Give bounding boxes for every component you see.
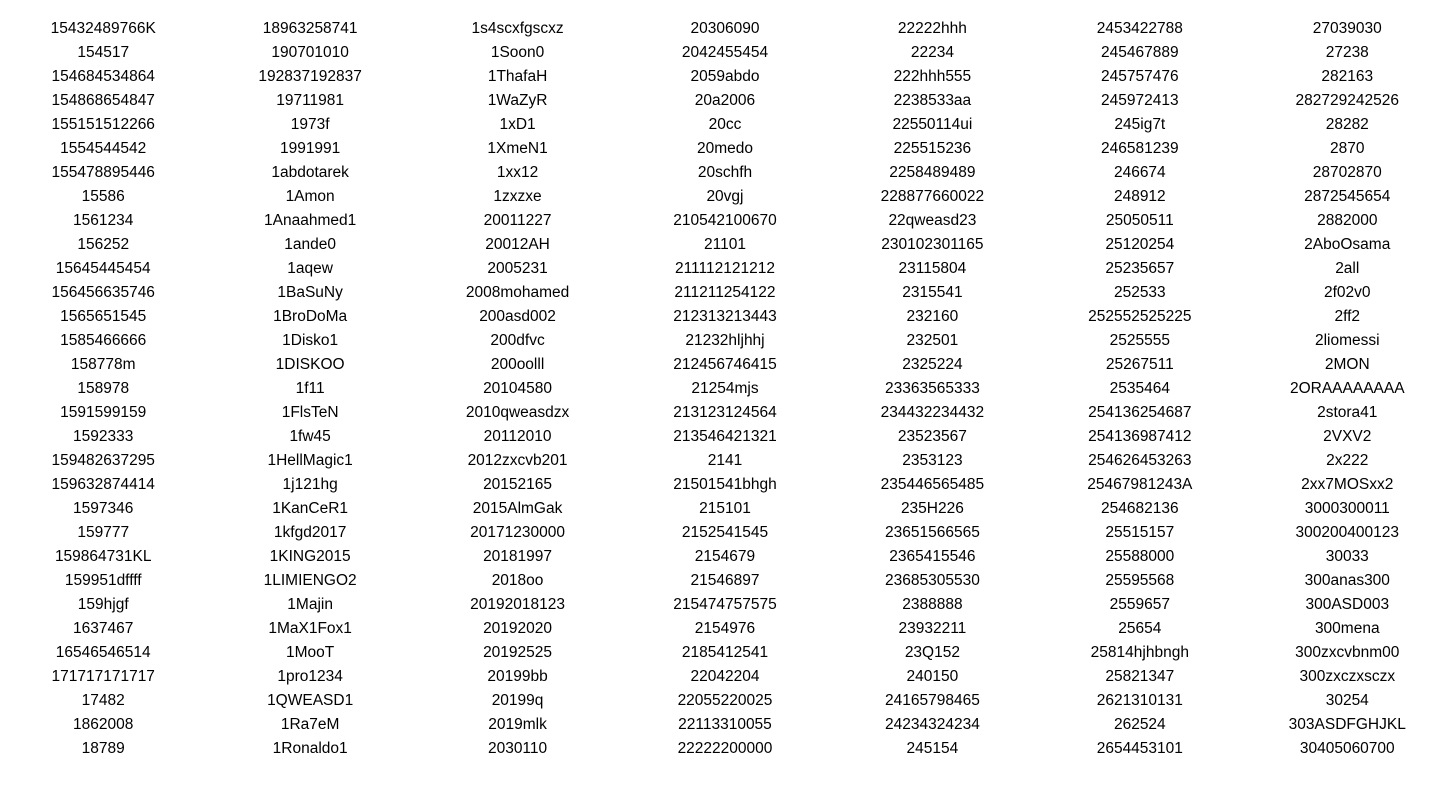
table-cell[interactable]: 246581239 (1101, 140, 1179, 157)
table-cell[interactable]: 23685305530 (884, 572, 980, 589)
table-cell[interactable]: 2liomessi (1314, 332, 1380, 349)
table-cell[interactable]: 30254 (1325, 692, 1369, 709)
table-cell[interactable]: 23115804 (898, 260, 967, 277)
table-cell[interactable]: 282163 (1321, 68, 1374, 85)
table-cell[interactable]: 1561234 (73, 212, 134, 229)
table-cell[interactable]: 300zxczxsczx (1299, 668, 1396, 685)
table-cell[interactable]: 25120254 (1105, 236, 1175, 253)
table-cell[interactable]: 158778m (70, 356, 136, 373)
table-cell[interactable]: 159482637295 (51, 452, 155, 469)
table-row (0, 617, 1451, 641)
table-row (0, 449, 1451, 473)
table-cell[interactable]: 3000300011 (1304, 500, 1390, 517)
table-cell[interactable]: 23523567 (897, 428, 967, 445)
table-cell[interactable]: 22550114ui (892, 116, 973, 133)
table-cell[interactable]: 1Ra7eM (280, 716, 340, 733)
table-cell[interactable]: 2015AlmGak (472, 500, 563, 517)
table-row (0, 425, 1451, 449)
table-cell[interactable]: 1pro1234 (277, 668, 343, 685)
table-cell[interactable]: 1Amon (285, 188, 335, 205)
table-cell[interactable]: 215474757575 (673, 596, 777, 613)
table-cell[interactable]: 156252 (77, 236, 130, 253)
table-cell[interactable]: 2VXV2 (1323, 428, 1372, 445)
table-cell[interactable]: 1ande0 (284, 236, 336, 253)
table-row (0, 89, 1451, 113)
table-row (0, 305, 1451, 329)
table-cell[interactable]: 300ASD003 (1305, 596, 1390, 613)
table-row (0, 65, 1451, 89)
table-cell[interactable]: 245467889 (1101, 44, 1179, 61)
table-row (0, 17, 1451, 41)
table-cell[interactable]: 254682136 (1101, 500, 1179, 517)
table-cell[interactable]: 1HellMagic1 (267, 452, 353, 469)
table-row (0, 497, 1451, 521)
table-cell[interactable]: 254136254687 (1088, 404, 1192, 421)
table-row (0, 281, 1451, 305)
table-row (0, 545, 1451, 569)
table-row (0, 353, 1451, 377)
table-cell[interactable]: 2059abdo (690, 68, 760, 85)
table-cell[interactable]: 2010qweasdzx (465, 404, 570, 421)
table-cell[interactable]: 1LIMIENGO2 (263, 572, 357, 589)
table-row (0, 113, 1451, 137)
table-cell[interactable]: 15432489766K (50, 20, 156, 37)
table-cell[interactable]: 28702870 (1312, 164, 1382, 181)
spreadsheet-body (0, 17, 1451, 761)
table-cell[interactable]: 19711981 (276, 92, 345, 109)
table-cell[interactable]: 20306090 (690, 20, 760, 37)
table-cell[interactable]: 2325224 (902, 356, 963, 373)
table-cell[interactable]: 1KanCeR1 (272, 500, 349, 517)
table-cell[interactable]: 212456746415 (673, 356, 777, 373)
table-cell[interactable]: 2005231 (487, 260, 548, 277)
table-cell[interactable]: 22042204 (690, 668, 760, 685)
table-cell[interactable]: 15645445454 (55, 260, 151, 277)
table-cell[interactable]: 2141 (707, 452, 743, 469)
table-cell[interactable]: 252533 (1113, 284, 1166, 301)
table-cell[interactable]: 155151512266 (51, 116, 155, 133)
table-cell[interactable]: 18789 (81, 740, 125, 757)
table-cell[interactable]: 22234 (910, 44, 954, 61)
table-row (0, 593, 1451, 617)
table-cell[interactable]: 25814hjhbngh (1090, 644, 1189, 661)
table-cell[interactable]: 2559657 (1109, 596, 1170, 613)
table-cell[interactable]: 1j121hg (282, 476, 338, 493)
table-cell[interactable]: 246674 (1113, 164, 1166, 181)
table-cell[interactable]: 1585466666 (60, 332, 147, 349)
table-cell[interactable]: 2xx7MOSxx2 (1301, 476, 1394, 493)
table-cell[interactable]: 254626453263 (1088, 452, 1192, 469)
table-cell[interactable]: 20199bb (487, 668, 548, 685)
table-cell[interactable]: 2315541 (902, 284, 963, 301)
table-cell[interactable]: 30405060700 (1299, 740, 1395, 757)
table-row (0, 257, 1451, 281)
table-cell[interactable]: 159777 (77, 524, 130, 541)
table-cell[interactable]: 2stora41 (1317, 404, 1378, 421)
table-cell[interactable]: 2535464 (1109, 380, 1170, 397)
table-cell[interactable]: 300mena (1314, 620, 1380, 637)
table-cell[interactable]: 2353123 (902, 452, 963, 469)
table-cell[interactable]: 1Majin (287, 596, 333, 613)
table-cell[interactable]: 210542100670 (673, 212, 777, 229)
table-row (0, 233, 1451, 257)
table-cell[interactable]: 1Disko1 (282, 332, 339, 349)
table-cell[interactable]: 159632874414 (51, 476, 155, 493)
table-row (0, 473, 1451, 497)
table-cell[interactable]: 2258489489 (889, 164, 976, 181)
table-cell[interactable]: 1BaSuNy (277, 284, 343, 301)
table-cell[interactable]: 2x222 (1326, 452, 1369, 469)
table-row (0, 329, 1451, 353)
table-cell[interactable]: 2870 (1330, 140, 1365, 157)
table-cell[interactable]: 235446565485 (880, 476, 985, 493)
table-cell[interactable]: 2654453101 (1096, 740, 1183, 757)
table-row (0, 569, 1451, 593)
table-cell[interactable]: 25235657 (1105, 260, 1175, 277)
table-cell[interactable]: 25654 (1118, 620, 1162, 637)
table-cell[interactable]: 1BroDoMa (273, 308, 348, 325)
table-cell[interactable]: 300anas300 (1304, 572, 1390, 589)
table-cell[interactable]: 2154679 (694, 548, 756, 565)
spreadsheet-grid (0, 17, 1451, 761)
table-cell[interactable]: 234432234432 (880, 404, 985, 421)
table-cell[interactable]: 2882000 (1317, 212, 1378, 229)
table-cell[interactable]: 211112121212 (674, 260, 775, 277)
table-row (0, 209, 1451, 233)
table-cell[interactable]: 300zxcvbnm00 (1295, 644, 1400, 661)
table-cell[interactable]: 2185412541 (681, 644, 769, 661)
table-cell[interactable]: 2ORAAAAAAAA (1289, 380, 1405, 397)
table-cell[interactable]: 23363565333 (884, 380, 980, 397)
table-cell[interactable]: 28282 (1325, 116, 1369, 133)
table-cell[interactable]: 300200400123 (1295, 524, 1399, 541)
table-cell[interactable]: 20012AH (485, 236, 550, 253)
table-row (0, 713, 1451, 737)
table-cell[interactable]: 213123124564 (673, 404, 777, 421)
table-cell[interactable]: 171717171717 (51, 668, 155, 685)
table-cell[interactable]: 1ThafaH (487, 68, 548, 85)
table-cell[interactable]: 1KING2015 (269, 548, 351, 565)
table-cell[interactable]: 1Ronaldo1 (272, 740, 348, 757)
table-cell[interactable]: 1zxzxe (493, 188, 542, 205)
table-cell[interactable]: 22222200000 (677, 740, 773, 757)
table-cell[interactable]: 2388888 (902, 596, 963, 613)
table-cell[interactable]: 20medo (696, 140, 753, 157)
table-cell[interactable]: 20199q (491, 692, 544, 709)
table-cell[interactable]: 200oolll (490, 356, 545, 373)
table-cell[interactable]: 1DISKOO (275, 356, 345, 373)
table-cell[interactable]: 2008mohamed (465, 284, 570, 301)
table-cell[interactable]: 23Q152 (904, 644, 960, 661)
table-cell[interactable]: 248912 (1113, 188, 1166, 205)
table-cell[interactable]: 20152165 (483, 476, 553, 493)
table-cell[interactable]: 24234324234 (884, 716, 980, 733)
table-cell[interactable]: 20192018123 (470, 596, 565, 613)
table-cell[interactable]: 303ASDFGHJKL (1288, 716, 1406, 733)
table-cell[interactable]: 2012zxcvb201 (467, 452, 568, 469)
table-cell[interactable]: 2621310131 (1096, 692, 1183, 709)
table-row (0, 401, 1451, 425)
table-cell[interactable]: 22055220025 (677, 692, 773, 709)
table-cell[interactable]: 2525555 (1109, 332, 1170, 349)
table-cell[interactable]: 2ff2 (1334, 308, 1361, 325)
table-cell[interactable]: 25595568 (1105, 572, 1175, 589)
table-cell[interactable]: 22qweasd23 (888, 212, 977, 229)
table-cell[interactable]: 17482 (81, 692, 125, 709)
table-cell[interactable]: 27039030 (1312, 20, 1382, 37)
table-row (0, 41, 1451, 65)
table-cell[interactable]: 1MooT (286, 644, 335, 661)
table-cell[interactable]: 215101 (699, 500, 751, 517)
table-cell[interactable]: 1WaZyR (487, 92, 548, 109)
table-cell[interactable]: 27238 (1325, 44, 1369, 61)
table-cell[interactable]: 1kfgd2017 (273, 524, 347, 541)
table-cell[interactable]: 2AboOsama (1304, 236, 1391, 253)
table-cell[interactable]: 2019mlk (488, 716, 547, 733)
table-cell[interactable]: 1XmeN1 (487, 140, 548, 157)
table-cell[interactable]: 16546546514 (55, 644, 151, 661)
table-cell[interactable]: 22222hhh (897, 20, 967, 37)
table-cell[interactable]: 240150 (906, 668, 959, 685)
table-cell[interactable]: 20cc (708, 116, 742, 133)
table-cell[interactable]: 25588000 (1105, 548, 1175, 565)
table-cell[interactable]: 21232hljhhj (685, 332, 765, 349)
table-cell[interactable]: 1973f (290, 116, 330, 133)
table-cell[interactable]: 1991991 (279, 140, 341, 157)
table-cell[interactable]: 1MaX1Fox1 (268, 620, 352, 637)
table-cell[interactable]: 245757476 (1101, 68, 1179, 85)
table-cell[interactable]: 20104580 (483, 380, 553, 397)
table-cell[interactable]: 1591599159 (60, 404, 147, 421)
table-cell[interactable]: 2018oo (491, 572, 544, 589)
table-cell[interactable]: 1565651545 (60, 308, 147, 325)
table-cell[interactable]: 21546897 (690, 572, 760, 589)
table-cell[interactable]: 1862008 (73, 716, 134, 733)
table-cell[interactable]: 154517 (77, 44, 130, 61)
table-cell[interactable]: 245972413 (1101, 92, 1179, 109)
table-cell[interactable]: 20192525 (483, 644, 553, 661)
table-cell[interactable]: 2030110 (487, 740, 548, 757)
table-row (0, 137, 1451, 161)
table-cell[interactable]: 20112010 (483, 428, 552, 445)
table-cell[interactable]: 20a2006 (694, 92, 756, 109)
table-cell[interactable]: 2872545654 (1304, 188, 1391, 205)
table-cell[interactable]: 200asd002 (479, 308, 556, 325)
table-cell[interactable]: 20192020 (483, 620, 553, 637)
table-cell[interactable]: 159864731KL (54, 548, 152, 565)
table-cell[interactable]: 25267511 (1105, 356, 1174, 373)
table-cell[interactable]: 222hhh555 (893, 68, 972, 85)
table-cell[interactable]: 25467981243A (1087, 476, 1193, 493)
table-cell[interactable]: 20schfh (697, 164, 753, 181)
table-cell[interactable]: 1f11 (295, 380, 325, 397)
table-cell[interactable]: 155478895446 (51, 164, 155, 181)
table-cell[interactable]: 1xD1 (499, 116, 536, 133)
table-row (0, 665, 1451, 689)
table-cell[interactable]: 2152541545 (681, 524, 769, 541)
table-cell[interactable]: 282729242526 (1295, 92, 1399, 109)
table-cell[interactable]: 20181997 (483, 548, 553, 565)
table-row (0, 689, 1451, 713)
table-cell[interactable]: 30033 (1325, 548, 1369, 565)
table-cell[interactable]: 2453422788 (1096, 20, 1183, 37)
table-cell[interactable]: 154684534864 (51, 68, 155, 85)
table-row (0, 377, 1451, 401)
table-cell[interactable]: 2365415546 (889, 548, 976, 565)
table-cell[interactable]: 1FlsTeN (281, 404, 339, 421)
table-row (0, 641, 1451, 665)
table-cell[interactable]: 25515157 (1105, 524, 1175, 541)
table-cell[interactable]: 254136987412 (1088, 428, 1192, 445)
table-cell[interactable]: 159951dffff (64, 572, 142, 589)
table-cell[interactable]: 23651566565 (884, 524, 980, 541)
table-cell[interactable]: 159hjgf (77, 596, 129, 613)
table-cell[interactable]: 200dfvc (490, 332, 545, 349)
table-cell[interactable]: 21101 (704, 236, 746, 253)
table-cell[interactable]: 15586 (81, 188, 125, 205)
table-cell[interactable]: 21501541bhgh (673, 476, 777, 493)
table-cell[interactable]: 262524 (1113, 716, 1166, 733)
table-row (0, 161, 1451, 185)
table-cell[interactable]: 1554544542 (60, 140, 147, 157)
table-cell[interactable]: 1abdotarek (271, 164, 349, 181)
table-cell[interactable]: 25821347 (1105, 668, 1175, 685)
table-cell[interactable]: 154868654847 (51, 92, 155, 109)
table-cell[interactable]: 24165798465 (884, 692, 980, 709)
table-cell[interactable]: 190701010 (271, 44, 349, 61)
table-cell[interactable]: 232501 (906, 332, 959, 349)
table-cell[interactable]: 1592333 (73, 428, 134, 445)
table-cell[interactable]: 21254mjs (691, 380, 759, 397)
table-cell[interactable]: 22113310055 (678, 716, 772, 733)
table-cell[interactable]: 211211254122 (674, 284, 776, 301)
table-cell[interactable]: 1Anaahmed1 (264, 212, 357, 229)
table-cell[interactable]: 25050511 (1105, 212, 1174, 229)
table-row (0, 185, 1451, 209)
table-cell[interactable]: 18963258741 (262, 20, 358, 37)
table-cell[interactable]: 2238533aa (893, 92, 972, 109)
table-cell[interactable]: 1xx12 (496, 164, 539, 181)
table-cell[interactable]: 2042455454 (681, 44, 769, 61)
table-cell[interactable]: 2f02v0 (1323, 284, 1371, 301)
table-cell[interactable]: 212313213443 (673, 308, 777, 325)
table-cell[interactable]: 2MON (1324, 356, 1370, 373)
table-cell[interactable]: 20011227 (483, 212, 552, 229)
table-cell[interactable]: 1fw45 (289, 428, 331, 445)
table-cell[interactable]: 2154976 (694, 620, 756, 637)
table-cell[interactable]: 235H226 (900, 500, 964, 517)
table-cell[interactable]: 23932211 (898, 620, 967, 637)
table-row (0, 737, 1451, 761)
table-cell[interactable]: 232160 (906, 308, 959, 325)
table-cell[interactable]: 245ig7t (1114, 116, 1166, 133)
table-cell[interactable]: 2all (1335, 260, 1360, 277)
table-cell[interactable]: 156456635746 (51, 284, 155, 301)
table-cell[interactable]: 158978 (77, 380, 130, 397)
table-cell[interactable]: 1597346 (73, 500, 134, 517)
table-cell[interactable]: 1Soon0 (490, 44, 545, 61)
table-cell[interactable]: 192837192837 (258, 68, 362, 85)
table-cell[interactable]: 20vgj (706, 188, 744, 205)
table-cell[interactable]: 252552525225 (1088, 308, 1192, 325)
table-cell[interactable]: 20171230000 (470, 524, 565, 541)
table-cell[interactable]: 228877660022 (880, 188, 985, 205)
table-row (0, 521, 1451, 545)
table-cell[interactable]: 213546421321 (673, 428, 777, 445)
table-cell[interactable]: 1aqew (287, 260, 333, 277)
table-cell[interactable]: 245154 (906, 740, 959, 757)
table-cell[interactable]: 1QWEASD1 (267, 692, 354, 709)
table-cell[interactable]: 1s4scxfgscxz (471, 20, 564, 37)
table-cell[interactable]: 225515236 (893, 140, 972, 157)
table-cell[interactable]: 1637467 (73, 620, 134, 637)
table-cell[interactable]: 230102301165 (881, 236, 984, 253)
